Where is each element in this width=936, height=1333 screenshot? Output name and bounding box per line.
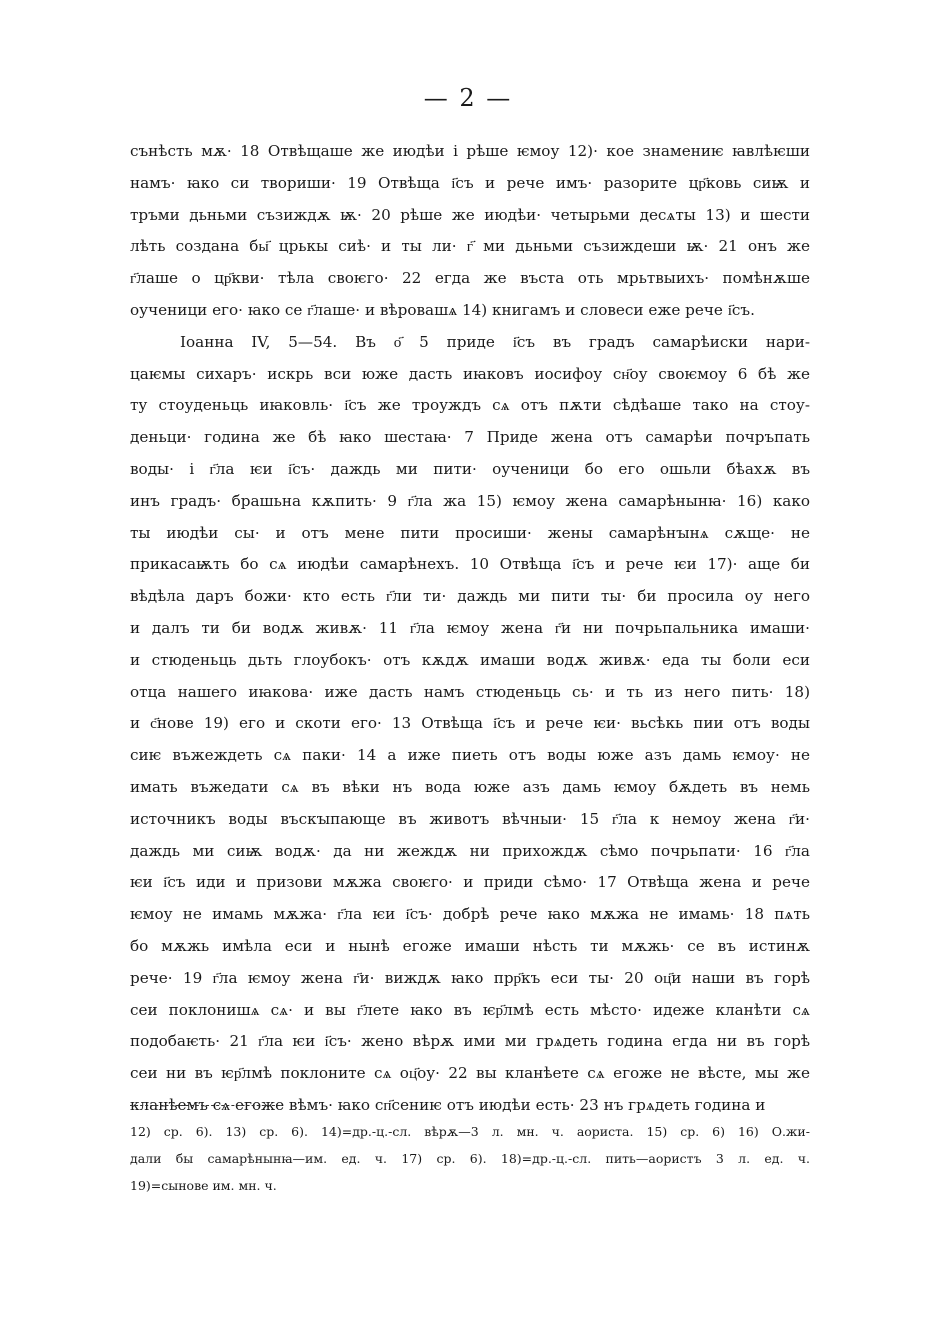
text-line: сеи поклонишѧ сѧ· и вы г҃лете ꙗко въ ѥр҃лмѣ есть мѣсто· идеже кланѣти сѧ [130, 1000, 810, 1019]
text-line: бо мѫжь имѣла еси и нынѣ егоже имаши нѣсть ти мѫжь· се въ истинѫ [130, 936, 810, 955]
footnotes [130, 1118, 810, 1199]
text-line: и далъ ти би водѫ живѫ· 11 г҃ла ѥмоу жена г҃и ни почрьпальника имаши· [130, 618, 810, 637]
page-number: — 2 — [423, 84, 513, 112]
text-line: ѥмоу не имамь мѫжа· г҃ла ѥи і҃съ· добрѣ рече ꙗко мѫжа не имамь· 18 пѧть [130, 905, 810, 924]
text-line: имать въжедати сѧ въ вѣки нъ вода юже азъ дамь ѥмоу бѫдеть въ немь [130, 777, 810, 796]
footnote-line: дали бы самарѣнынꙗ—им. ед. ч. 17) ср. 6). 18)=др.-ц.-сл. пить—аористъ 3 л. ед. ч. [130, 1151, 810, 1166]
text-line: г҃лаше о цр҃кви· тѣла своѥго· 22 егда же въста оть мрьтвыихъ· помѣнѫше [130, 269, 810, 288]
text-line: отца нашего иꙗкова· иже дасть намъ стюденьць сь· и ть из него пить· 18) [130, 682, 810, 701]
text-line: тръми дьньми съзиждѫ ѭ· 20 рѣше же июдѣи· четырьми десѧты 13) и шести [130, 205, 810, 224]
footnote-divider [130, 1105, 280, 1106]
text-line: даждь ми сиѭ водѫ· да ни жеждѫ ни прихождѫ сѣмо почрьпати· 16 г҃ла [130, 841, 810, 860]
text-line: и стюденьць дьть глоубокъ· отъ кѫдѫ имаши водѫ живѫ· еда ты боли еси [130, 650, 810, 669]
footnote-line: 19)=сынове им. мн. ч. [130, 1178, 277, 1193]
text-line: и с҃нове 19) его и скоти его· 13 Отвѣща і҃съ и рече ѥи· вьсѣкь пии отъ воды [130, 714, 810, 733]
text-line: прикасаѭть бо сѧ июдѣи самарѣнехъ. 10 Отвѣща і҃съ и рече ѥи 17)· аще би [130, 555, 810, 574]
text-line: оученици его· ꙗко се г҃лаше· и вѣровашѧ 14) книгамъ и словеси еже рече і҃съ. [130, 300, 755, 319]
text-line: ѥи і҃съ иди и призови мѫжа своѥго· и приди сѣмо· 17 Отвѣща жена и рече [130, 873, 810, 892]
text-line: сиѥ въжеждеть сѧ паки· 14 а иже пиеть отъ воды юже азъ дамь ѥмоу· не [130, 746, 810, 765]
text-line: вѣдѣла даръ божи· кто есть г҃ли ти· даждь ми пити ты· би просила оу него [130, 587, 810, 606]
body-text [130, 136, 810, 1122]
footnote-line: 12) ср. 6). 13) ср. 6). 14)=др.-ц.-сл. вѣрѫ—3 л. мн. ч. аориста. 15) ср. 6) 16) О.жи- [130, 1124, 810, 1139]
text-line: цаѥмы сихаръ· искрь вси юже дасть иꙗковъ иосифоу сн҃оу своѥмоу 6 бѣ же [130, 364, 810, 383]
text-line: намъ· ꙗко си твориши· 19 Отвѣща і҃съ и рече имъ· разорите цр҃ковь сиѭ и [130, 173, 810, 192]
text-line: сънѣсть мѫ· 18 Отвѣщаше же июдѣи і рѣше ѥмоу 12)· кое знамениѥ ꙗвлѣѥши [130, 142, 810, 160]
text-line: ту стоуденьць иꙗковль· і҃съ же троуждъ сѧ отъ пѫти сѣдѣаше тако на стоу- [130, 396, 810, 415]
text-line: воды· і г҃ла ѥи і҃съ· даждь ми пити· оученици бо его ошьли бѣахѫ въ [130, 459, 810, 478]
text-line: лѣть создана бы҃ црькы сиѣ· и ты ли· г҃ ми дьньми съзиждеши ѭ· 21 онъ же [130, 237, 810, 256]
text-line: рече· 19 г҃ла ѥмоу жена г҃и· виждѫ ꙗко прр҃къ еси ты· 20 оц҃и наши въ горѣ [130, 968, 810, 987]
text-line: деньци· година же бѣ ꙗко шестаꙗ· 7 Приде жена отъ самарѣи почръпать [130, 428, 810, 447]
text-line: инъ градъ· брашьна кѫпить· 9 г҃ла жа 15) ѥмоу жена самарѣнынꙗ· 16) како [130, 491, 810, 510]
text-line: кланѣемъ сѧ егоже вѣмъ· ꙗко сп҃сениѥ отъ июдѣи есть· 23 нъ грѧдеть година и [130, 1095, 766, 1114]
text-line: подобаѥть· 21 г҃ла ѥи і҃съ· жено вѣрѫ ими ми грѧдеть година егда ни въ горѣ [130, 1032, 810, 1051]
text-line: Іоанна IV, 5—54. Въ о҃ 5 приде і҃съ въ градъ самарѣиски нари- [180, 332, 810, 351]
text-line: сеи ни въ ѥр҃лмѣ поклоните сѧ оц҃оу· 22 вы кланѣете сѧ егоже не вѣсте, мы же [130, 1064, 810, 1083]
text-line: источникъ воды въскꙑпающе въ животъ вѣчныи· 15 г҃ла к немоу жена г҃и· [130, 809, 810, 828]
text-line: ты июдѣи сы· и отъ мене пити просиши· жены самарѣнꙑнѧ сѫще· не [130, 523, 810, 542]
